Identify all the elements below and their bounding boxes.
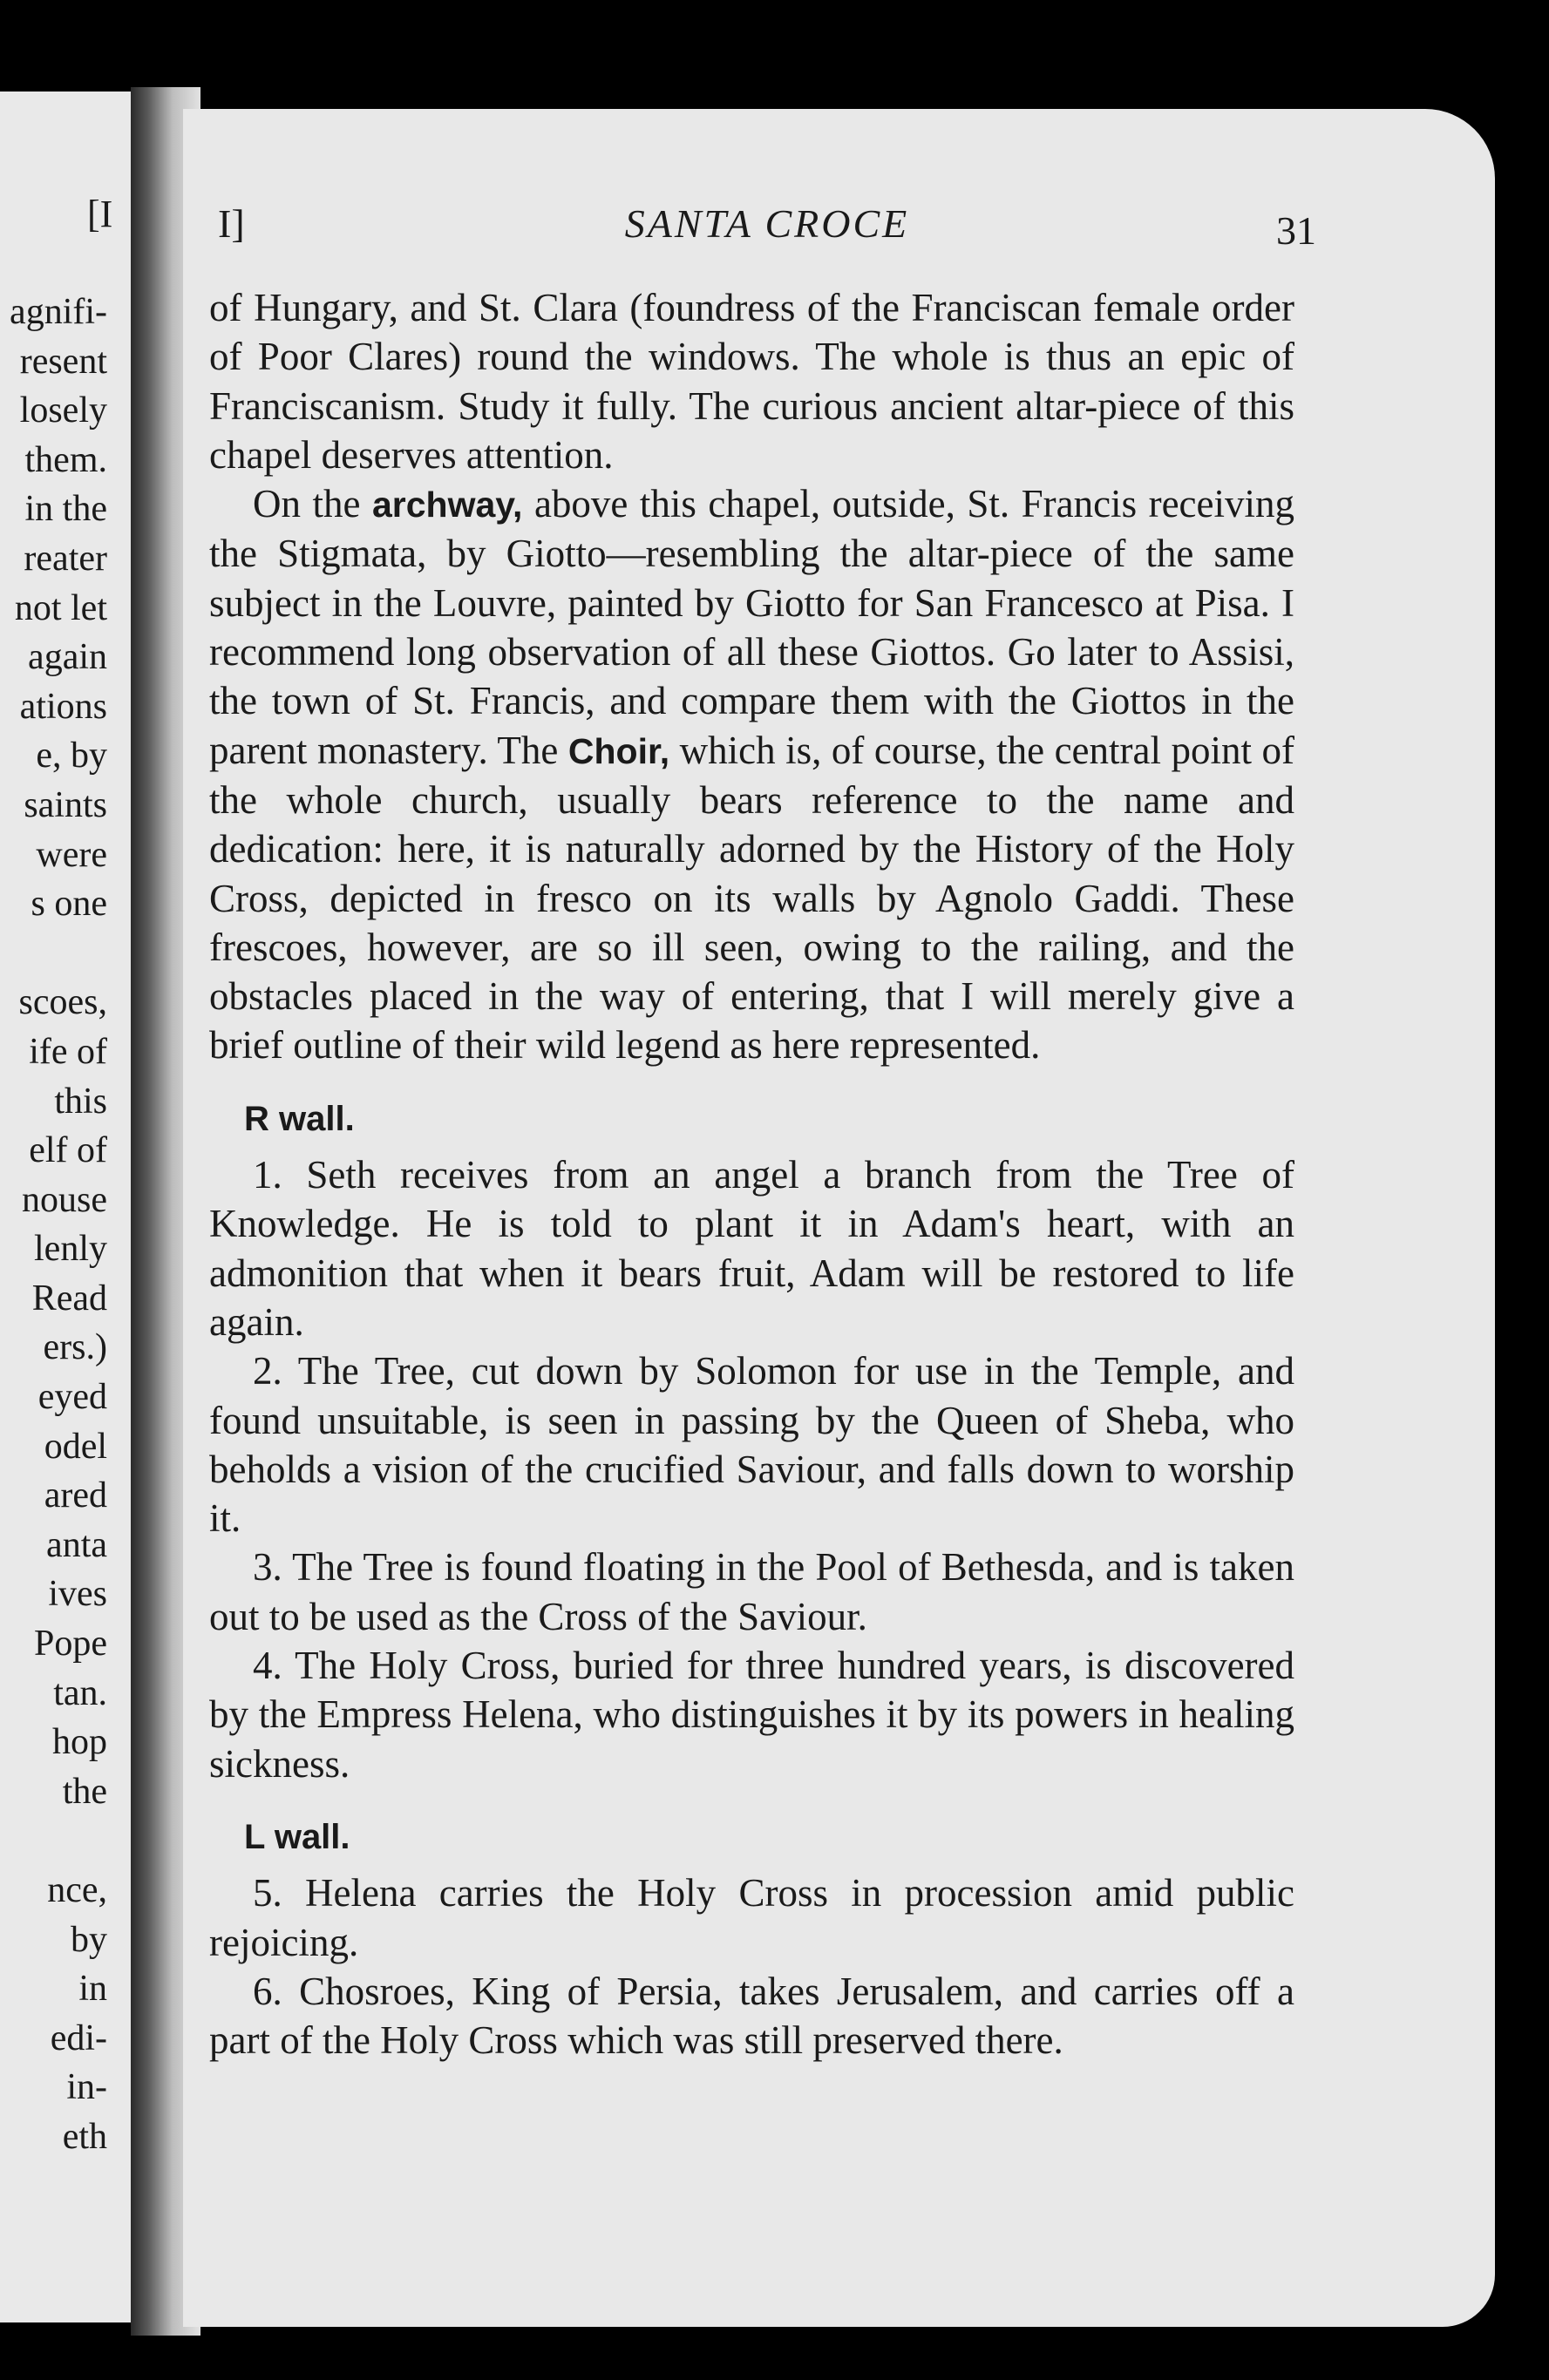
- left-page-fragment: losely: [19, 390, 107, 431]
- running-head-title: SANTA CROCE: [624, 201, 910, 246]
- left-page-fragment: saints: [24, 784, 107, 825]
- paragraph-2-mid: above this chapel, outside, St. Francis receiving the Stigmata, by Giotto—resembling the altar-piece of the same subject in the Louvre, painted by Giotto for San Francesco at Pisa. I recommend long observation of all these Giottos. Go later to Assisi, the town of St. Francis, and compare them with the Giottos in the parent monastery. The: [209, 482, 1294, 772]
- left-facing-page: [0, 92, 144, 2322]
- left-page-fragment: ations: [19, 686, 107, 727]
- left-page-fragment: ife of: [29, 1031, 107, 1072]
- running-head: [218, 200, 1316, 253]
- paragraph-2: [209, 479, 1294, 1070]
- paragraph-2-end: which is, of course, the central point of the whole church, usually bears reference to the name and dedication: here, it is naturally adorned by the History of the Holy Cross, depicted in fresco on its walls by Agnolo Gaddi. These frescoes, however, are so ill seen, owing to the railing, and the obstacles placed in the way of entering, that I will merely give a brief outline of their wild legend as here represented.: [209, 728, 1294, 1068]
- left-page-fragment: in-: [66, 2067, 107, 2108]
- paragraph-1: of Hungary, and St. Clara (foundress of the Franciscan female order of Poor Clares) round the windows. The whole is thus an epic of Franciscanism. Study it fully. The curious ancient altar-piece of this chapel deserves attention.: [209, 286, 1294, 477]
- left-page-fragment: Pope: [34, 1624, 107, 1665]
- left-page-fragment: were: [36, 834, 107, 875]
- list-item-2: 2. The Tree, cut down by Solomon for use in the Temple, and found unsuitable, is seen in passing by the Queen of Sheba, who beholds a vision of the crucified Saviour, and falls down to worship it.: [209, 1349, 1294, 1541]
- left-page-fragment: Read: [31, 1278, 107, 1319]
- list-item-3: 3. The Tree is found floating in the Pool of Bethesda, and is taken out to be used as the Cross of the Saviour.: [209, 1545, 1294, 1638]
- left-page-fragment: the: [62, 1771, 107, 1812]
- left-page-fragment: lenly: [34, 1229, 107, 1270]
- left-page-fragment: again: [28, 637, 107, 678]
- left-page-fragment: ared: [44, 1475, 107, 1516]
- left-page-fragment: them.: [24, 439, 107, 480]
- list-item-6: 6. Chosroes, King of Persia, takes Jerusalem, and carries off a part of the Holy Cross which was still preserved there.: [209, 1969, 1294, 2063]
- left-page-fragment: this: [54, 1081, 107, 1122]
- left-page-fragment: ers.): [43, 1327, 107, 1368]
- left-page-fragment: e, by: [36, 736, 107, 776]
- left-page-fragment: not let: [14, 587, 107, 628]
- left-page-fragment: odel: [44, 1426, 107, 1467]
- left-page-fragment: anta: [46, 1524, 107, 1565]
- section-heading-r-wall: R wall.: [244, 1099, 355, 1138]
- running-head-bracket: I]: [218, 201, 245, 246]
- page-body: [209, 283, 1294, 2065]
- left-page-fragment: eyed: [37, 1377, 107, 1418]
- left-page-fragment: by: [71, 1919, 107, 1960]
- left-page-fragment: eth: [62, 2116, 107, 2157]
- left-page-fragment: resent: [19, 341, 107, 382]
- archway-term: archway,: [371, 485, 523, 525]
- left-page-fragment: reater: [24, 538, 107, 579]
- list-item-5: 5. Helena carries the Holy Cross in procession amid public rejoicing.: [209, 1871, 1294, 1964]
- left-page-fragment: nce,: [47, 1870, 107, 1910]
- section-heading-l-wall: L wall.: [244, 1817, 350, 1856]
- left-page-fragment: [10, 929, 107, 979]
- left-page-fragment: nouse: [22, 1179, 107, 1220]
- paragraph-2-start: On the: [253, 482, 372, 526]
- left-page-fragment: in the: [24, 489, 107, 530]
- list-item-4: 4. The Holy Cross, buried for three hundred years, is discovered by the Empress Helena, who distinguishes it by its powers in healing sickness.: [209, 1644, 1294, 1786]
- left-page-fragment: [10, 1816, 107, 1866]
- left-page-marker: [I: [87, 193, 113, 235]
- choir-term: Choir,: [567, 730, 670, 771]
- left-page-line-fragments: [10, 288, 107, 2162]
- left-page-fragment: ives: [48, 1574, 107, 1615]
- left-page-fragment: s one: [31, 884, 107, 925]
- left-page-fragment: elf of: [29, 1130, 107, 1171]
- left-page-fragment: in: [78, 1969, 107, 2010]
- left-page-fragment: hop: [52, 1722, 107, 1763]
- left-page-fragment: tan.: [53, 1672, 107, 1713]
- left-page-fragment: agnifi-: [10, 292, 107, 332]
- left-page-fragment: edi-: [50, 2017, 107, 2058]
- left-page-fragment: scoes,: [18, 982, 107, 1023]
- page-number: 31: [1276, 208, 1316, 253]
- list-item-1: 1. Seth receives from an angel a branch from the Tree of Knowledge. He is told to plant it in Adam's heart, with an admonition that when it bears fruit, Adam will be restored to life again.: [209, 1153, 1294, 1344]
